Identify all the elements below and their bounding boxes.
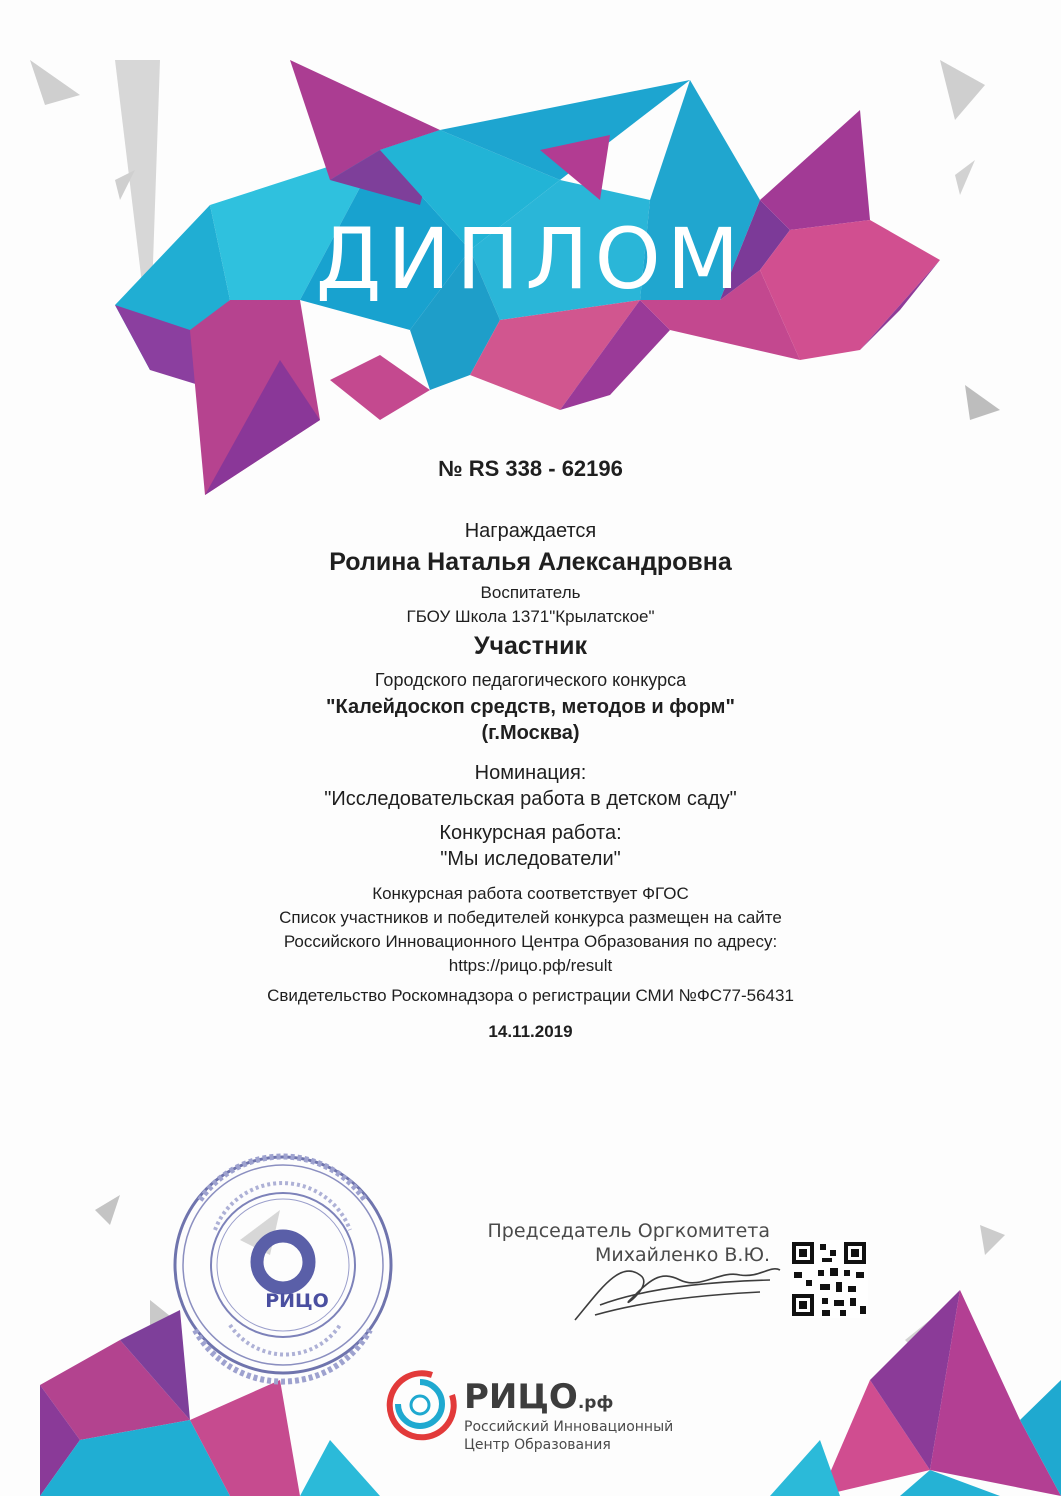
contest-type: Городского педагогического конкурса: [374, 670, 687, 690]
recipient-name: Ролина Наталья Александровна: [329, 548, 732, 576]
award-status: Участник: [473, 632, 588, 660]
center-line: Российского Инновационного Центра Образования по адресу:: [283, 932, 778, 951]
result-url: https://рицо.рф/result: [448, 956, 613, 975]
seal-brand: РИЦО: [265, 1290, 329, 1312]
recipient-position: Воспитатель: [480, 583, 581, 602]
awarded-label: Награждается: [464, 520, 597, 542]
contest-city: (г.Москва): [481, 722, 580, 744]
stamp-seal: [175, 1157, 391, 1382]
signature-name: Михайленко В.Ю.: [595, 1244, 770, 1266]
work-label: Конкурсная работа:: [439, 822, 622, 844]
logo-line2: Центр Образования: [464, 1437, 611, 1453]
diploma-title: ДИПЛОМ: [315, 210, 746, 308]
logo-name: [464, 1377, 613, 1417]
signature-role: Председатель Оргкомитета: [487, 1220, 770, 1242]
work-value: "Мы иследователи": [440, 848, 621, 870]
logo-line1: Российский Инновационный: [464, 1419, 674, 1435]
registration-line: Свидетельство Роскомнадзора о регистрации СМИ №ФС77-56431: [267, 986, 794, 1005]
participants-line: Список участников и победителей конкурса размещен на сайте: [279, 908, 782, 927]
nomination-label: Номинация:: [474, 762, 587, 784]
signature-scribble: [575, 1269, 780, 1320]
qr-code: [790, 1240, 868, 1318]
logo-suffix: .рф: [577, 1393, 614, 1413]
rico-logo-mark: [390, 1373, 454, 1437]
nomination-value: "Исследовательская работа в детском саду": [324, 788, 737, 810]
contest-name: "Калейдоскоп средств, методов и форм": [326, 696, 735, 718]
issue-date: 14.11.2019: [488, 1022, 573, 1041]
fgos-line: Конкурсная работа соответствует ФГОС: [372, 884, 689, 903]
logo-name-text: РИЦО: [464, 1377, 578, 1417]
diploma-number: № RS 338 - 62196: [438, 456, 623, 481]
recipient-organization: ГБОУ Школа 1371"Крылатское": [406, 607, 655, 626]
